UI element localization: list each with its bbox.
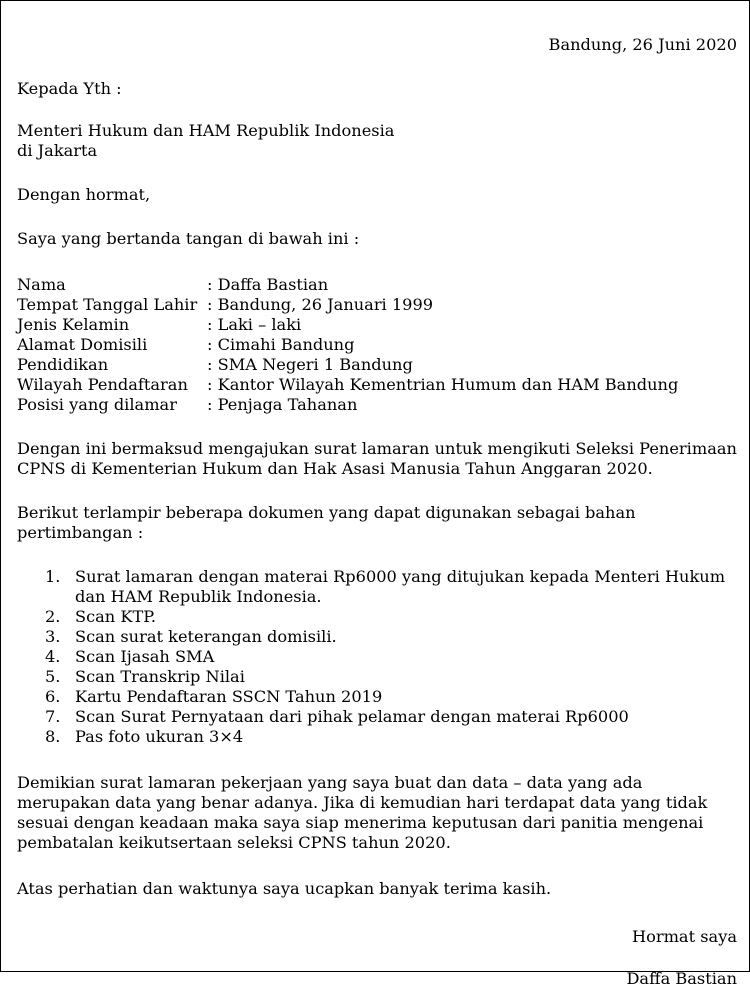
list-item: [17, 567, 737, 607]
list-text: Scan Transkrip Nilai: [75, 667, 245, 686]
list-item: [17, 707, 737, 727]
field-value: : Daffa Bastian: [207, 275, 329, 294]
list-number: 7.: [45, 707, 61, 726]
recipient-line-1: Menteri Hukum dan HAM Republik Indonesia: [17, 121, 395, 140]
list-item: [17, 727, 737, 747]
field-label: Alamat Domisili: [17, 335, 148, 354]
list-item: [17, 667, 737, 687]
field-row-region: [17, 375, 737, 395]
list-number: 2.: [45, 607, 61, 626]
field-value: : Laki – laki: [207, 315, 302, 334]
list-number: 6.: [45, 687, 61, 706]
purpose-paragraph: Dengan ini bermaksud mengajukan surat lamaran untuk mengikuti Seleksi Penerimaan CPNS di Kementerian Hukum dan Hak Asasi Manusia Tahun Anggaran 2020.: [17, 439, 737, 478]
list-item: [17, 607, 737, 627]
place-date: Bandung, 26 Juni 2020: [548, 35, 737, 54]
recipient-address: [17, 121, 737, 161]
list-text: Surat lamaran dengan materai Rp6000 yang ditujukan kepada Menteri Hukum dan HAM Republik Indonesia.: [75, 567, 726, 606]
field-value: : Kantor Wilayah Kementrian Humum dan HAM Bandung: [207, 375, 679, 394]
field-row-education: [17, 355, 737, 375]
list-text: Scan Surat Pernyataan dari pihak pelamar dengan materai Rp6000: [75, 707, 629, 726]
list-number: 1.: [45, 567, 61, 586]
list-number: 3.: [45, 627, 61, 646]
field-row-gender: [17, 315, 737, 335]
field-label: Jenis Kelamin: [17, 315, 130, 334]
field-label: Posisi yang dilamar: [17, 395, 177, 414]
list-number: 5.: [45, 667, 61, 686]
recipient-line-2: di Jakarta: [17, 141, 98, 160]
list-text: Kartu Pendaftaran SSCN Tahun 2019: [75, 687, 383, 706]
greeting: Dengan hormat,: [17, 185, 151, 204]
list-text: Scan KTP.: [75, 607, 157, 626]
applicant-details: [17, 275, 737, 415]
field-label: Wilayah Pendaftaran: [17, 375, 188, 394]
field-value: : Bandung, 26 Januari 1999: [207, 295, 434, 314]
thanks-paragraph: Atas perhatian dan waktunya saya ucapkan banyak terima kasih.: [17, 879, 552, 898]
field-value: : SMA Negeri 1 Bandung: [207, 355, 413, 374]
list-item: [17, 647, 737, 667]
list-text: Pas foto ukuran 3×4: [75, 727, 244, 746]
field-label: Tempat Tanggal Lahir: [17, 295, 198, 314]
recipient-salutation: Kepada Yth :: [17, 79, 122, 98]
field-label: Pendidikan: [17, 355, 109, 374]
intro-sentence: Saya yang bertanda tangan di bawah ini :: [17, 229, 360, 248]
list-text: Scan surat keterangan domisili.: [75, 627, 337, 646]
signature-regards: Hormat saya: [631, 927, 737, 946]
list-text: Scan Ijasah SMA: [75, 647, 215, 666]
field-row-birth: [17, 295, 737, 315]
list-item: [17, 627, 737, 647]
attachments-intro: Berikut terlampir beberapa dokumen yang dapat digunakan sebagai bahan pertimbangan :: [17, 503, 636, 542]
field-value: : Cimahi Bandung: [207, 335, 355, 354]
signature-name: Daffa Bastian: [626, 969, 737, 988]
list-item: [17, 687, 737, 707]
field-row-address: [17, 335, 737, 355]
list-number: 4.: [45, 647, 61, 666]
attachments-list: [17, 567, 737, 747]
closing-paragraph: Demikian surat lamaran pekerjaan yang saya buat dan data – data yang ada merupakan data yang benar adanya. Jika di kemudian hari terdapat data yang tidak sesuai dengan keadaan maka saya siap menerima keputusan dari panitia mengenai pembatalan keikutsertaan seleksi CPNS tahun 2020.: [17, 773, 708, 852]
field-row-position: [17, 395, 737, 415]
field-label: Nama: [17, 275, 66, 294]
list-number: 8.: [45, 727, 61, 746]
field-value: : Penjaga Tahanan: [207, 395, 358, 414]
field-row-name: [17, 275, 737, 295]
